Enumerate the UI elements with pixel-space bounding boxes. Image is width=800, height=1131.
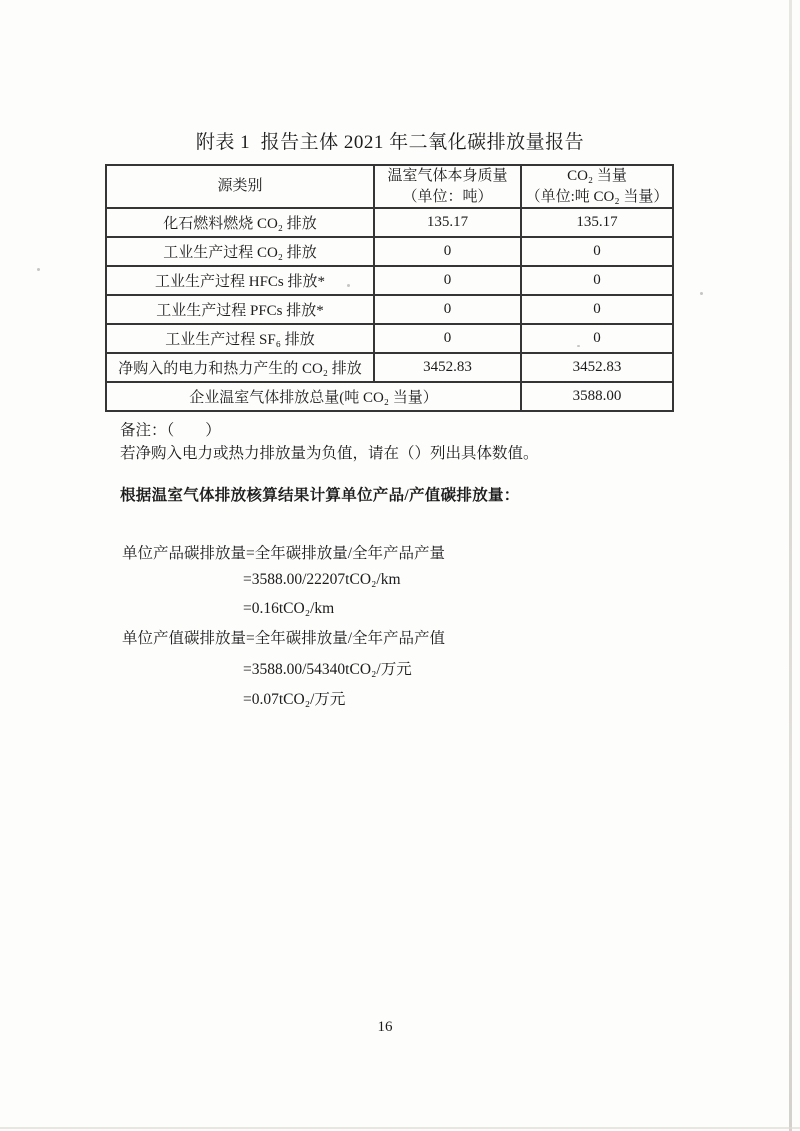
header-gas-mass bbox=[374, 165, 521, 208]
table-row bbox=[106, 353, 673, 382]
row-mass: 0 bbox=[374, 266, 521, 295]
row-co2e: 0 bbox=[521, 295, 673, 324]
row-source: 工业生产过程 PFCs 排放* bbox=[106, 295, 374, 324]
table-row bbox=[106, 295, 673, 324]
row-mass: 3452.83 bbox=[374, 353, 521, 382]
row-source: 净购入的电力和热力产生的 CO₂ 排放 bbox=[106, 353, 374, 382]
row-co2e: 0 bbox=[521, 237, 673, 266]
total-value: 3588.00 bbox=[521, 382, 673, 411]
calc-line-product-formula: 单位产品碳排放量=全年碳排放量/全年产品产量 bbox=[122, 545, 446, 562]
header-source-category bbox=[106, 165, 374, 208]
total-label: 企业温室气体排放总量(吨 CO₂ 当量） bbox=[106, 382, 521, 411]
scan-speck bbox=[700, 292, 703, 295]
remark-line: 备注：（ ） bbox=[120, 422, 221, 439]
scan-edge-bottom bbox=[0, 1127, 800, 1129]
header-co2-equivalent bbox=[521, 165, 673, 208]
row-mass: 0 bbox=[374, 295, 521, 324]
emissions-table bbox=[105, 164, 674, 412]
calc-line-value-substitution: =3588.00/54340tCO₂/万元 bbox=[243, 661, 412, 678]
calc-line-value-formula: 单位产值碳排放量=全年碳排放量/全年产品产值 bbox=[122, 630, 446, 647]
row-mass: 0 bbox=[374, 237, 521, 266]
scan-speck bbox=[577, 345, 580, 347]
row-source: 工业生产过程 SF₆ 排放 bbox=[106, 324, 374, 353]
row-mass: 0 bbox=[374, 324, 521, 353]
negative-value-note: 若净购入电力或热力排放量为负值，请在（）列出具体数值。 bbox=[120, 445, 539, 462]
row-co2e: 135.17 bbox=[521, 208, 673, 237]
row-source: 化石燃料燃烧 CO₂ 排放 bbox=[106, 208, 374, 237]
calculation-heading: 根据温室气体排放核算结果计算单位产品/产值碳排放量： bbox=[120, 487, 520, 504]
row-mass: 135.17 bbox=[374, 208, 521, 237]
header-source-category-label: 源类别 bbox=[217, 178, 263, 195]
page-number: 16 bbox=[377, 1019, 393, 1035]
row-co2e: 3452.83 bbox=[521, 353, 673, 382]
row-source: 工业生产过程 HFCs 排放* bbox=[106, 266, 374, 295]
header-gas-mass-line1: 温室气体本身质量 bbox=[387, 168, 508, 185]
calc-line-product-result: =0.16tCO₂/km bbox=[243, 600, 335, 617]
row-source: 工业生产过程 CO₂ 排放 bbox=[106, 237, 374, 266]
calc-line-product-substitution: =3588.00/22207tCO₂/km bbox=[243, 571, 401, 588]
row-co2e: 0 bbox=[521, 266, 673, 295]
table-row bbox=[106, 324, 673, 353]
table-row bbox=[106, 266, 673, 295]
document-title: 附表 1 报告主体 2021 年二氧化碳排放量报告 bbox=[195, 132, 585, 153]
table-header-row bbox=[106, 165, 673, 208]
scan-speck bbox=[37, 268, 40, 271]
header-gas-mass-line2: （单位：吨） bbox=[402, 188, 493, 205]
scan-edge-right bbox=[789, 0, 792, 1131]
header-co2-equivalent-line2: （单位:吨 CO₂ 当量） bbox=[525, 188, 669, 205]
table-row bbox=[106, 237, 673, 266]
scan-speck bbox=[347, 284, 350, 287]
header-co2-equivalent-line1: CO₂ 当量 bbox=[567, 168, 627, 185]
table-total-row bbox=[106, 382, 673, 411]
row-co2e: 0 bbox=[521, 324, 673, 353]
table-row bbox=[106, 208, 673, 237]
calc-line-value-result: =0.07tCO₂/万元 bbox=[243, 691, 346, 708]
